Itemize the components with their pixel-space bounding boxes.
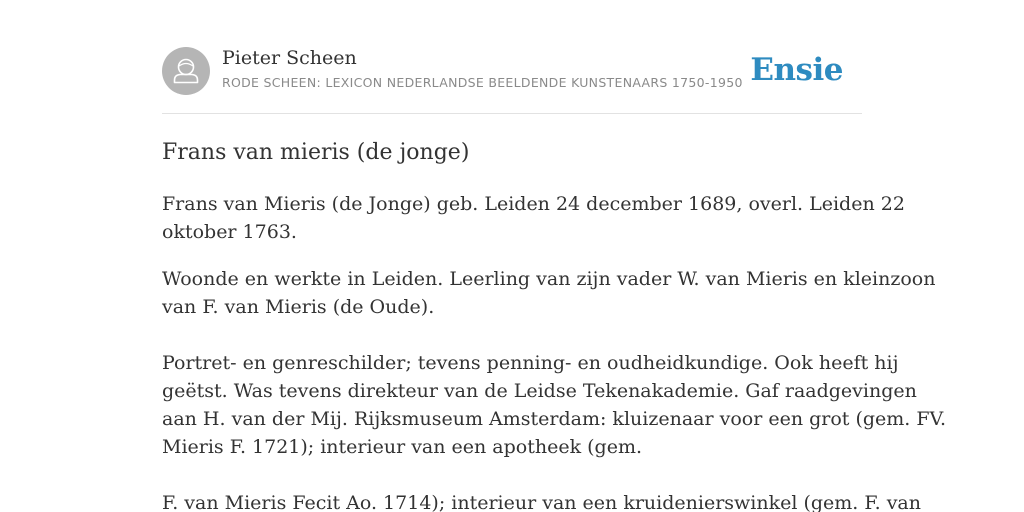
- user-avatar-icon[interactable]: [162, 47, 210, 95]
- user-silhouette: [162, 47, 210, 95]
- paragraph-gap: [162, 246, 862, 265]
- page-title: Frans van mieris (de jonge): [162, 140, 470, 165]
- paragraph-gap: [162, 461, 862, 489]
- header-divider: [162, 113, 862, 114]
- article-header: [162, 46, 862, 96]
- article-card: [162, 0, 946, 512]
- paragraph-line: Woonde en werkte in Leiden. Leerling van zijn vader W. van Mieris en kleinzoon: [162, 268, 936, 290]
- paragraph-line: F. van Mieris Fecit Ao. 1714); interieur van een kruidenierswinkel (gem. F. van: [162, 492, 921, 512]
- paragraph-line: aan H. van der Mij. Rijksmuseum Amsterdam: kluizenaar voor een grot (gem. FV.: [162, 408, 946, 430]
- paragraph-gap: [162, 321, 862, 349]
- paragraph-line: Frans van Mieris (de Jonge) geb. Leiden 24 december 1689, overl. Leiden 22: [162, 193, 905, 215]
- ensie-logo[interactable]: Ensie: [750, 52, 843, 88]
- paragraph-line: oktober 1763.: [162, 221, 297, 243]
- paragraph-line: geëtst. Was tevens direkteur van de Leidse Tekenakademie. Gaf raadgevingen: [162, 380, 917, 402]
- source-title[interactable]: RODE SCHEEN: LEXICON NEDERLANDSE BEELDENDE KUNSTENAARS 1750-1950: [222, 75, 743, 90]
- paragraph-line: van F. van Mieris (de Oude).: [162, 296, 435, 318]
- author-name[interactable]: Pieter Scheen: [222, 47, 357, 69]
- article-body: [162, 190, 946, 512]
- paragraph-line: Mieris F. 1721); interieur van een apotheek (gem.: [162, 436, 643, 458]
- paragraph-line: Portret- en genreschilder; tevens penning- en oudheidkundige. Ook heeft hij: [162, 352, 899, 374]
